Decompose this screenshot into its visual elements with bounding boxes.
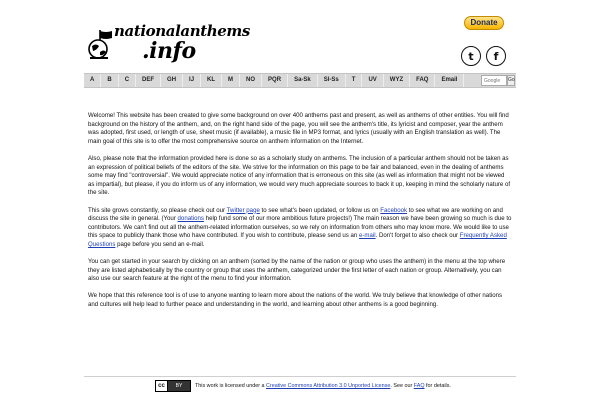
by-attribution-icon: BY bbox=[168, 381, 190, 391]
footer-divider bbox=[84, 376, 516, 377]
logo-text-top: nationalanthems bbox=[114, 22, 250, 40]
contribute-text: to see what's been updated, or follow us on bbox=[259, 206, 381, 214]
menu-item-b[interactable]: B bbox=[101, 74, 118, 87]
license-text: This work is licensed under a bbox=[195, 383, 267, 389]
contribute-text: . Don't forget to also check our bbox=[375, 232, 460, 240]
search-input[interactable] bbox=[481, 75, 507, 86]
logo-text-bottom: .info bbox=[142, 38, 196, 64]
contribute-paragraph bbox=[88, 207, 512, 250]
disclaimer-paragraph: Also, please note that the information provided here is done so as a scholarly study on anthems. The inclusion of a particular anthem should not be taken as an expression of political beliefs of the editors of the site. We strive for the information on this page to be fair and balanced, even in the dealing of anthems some may find "controversial". We would appreciate notice of any information that is erroneous on this site (as well as information that might not be viewed as impartial), but please, if you do inform us of any information, we would very much appreciate sources to back it up, keeping in mind the scholarly nature of the site. bbox=[88, 154, 511, 197]
menu-item-ij[interactable]: IJ bbox=[183, 74, 201, 87]
menu-item-kl[interactable]: KL bbox=[201, 74, 222, 87]
facebook-icon: f bbox=[493, 49, 499, 63]
email-link[interactable]: e-mail bbox=[359, 232, 376, 240]
footer bbox=[0, 376, 600, 400]
letter-menu-items bbox=[84, 74, 464, 87]
menu-item-sa-sk[interactable]: Sa-Sk bbox=[288, 74, 318, 87]
menu-item-no[interactable]: NO bbox=[240, 74, 262, 87]
contribute-text: This site grows constantly, so please check out our bbox=[88, 206, 227, 214]
license-notice bbox=[195, 383, 451, 389]
faq-link[interactable]: Frequently Asked Questions bbox=[88, 232, 507, 248]
menu-item-def[interactable]: DEF bbox=[136, 74, 161, 87]
cc-icon: cc bbox=[156, 381, 168, 391]
menu-item-c[interactable]: C bbox=[119, 74, 136, 87]
contribute-text: page before you send an e-mail. bbox=[115, 240, 205, 248]
menu-item-pqr[interactable]: PQR bbox=[262, 74, 288, 87]
globe-flag-icon bbox=[86, 30, 114, 60]
site-logo[interactable] bbox=[84, 14, 250, 70]
menu-item-m[interactable]: M bbox=[222, 74, 240, 87]
menu-item-faq[interactable]: FAQ bbox=[410, 74, 435, 87]
menu-item-a[interactable]: A bbox=[84, 74, 101, 87]
license-link[interactable]: Creative Commons Attribution 3.0 Unported License bbox=[266, 383, 391, 389]
facebook-button[interactable] bbox=[486, 46, 506, 66]
menu-item-email[interactable]: Email bbox=[435, 74, 464, 87]
header bbox=[0, 0, 600, 72]
twitter-icon: t bbox=[468, 49, 474, 63]
contribute-text: help fund some of our more ambitious future projects!) The main reason we have been growing so much is due to contributors. We can't find out all the anthem-related information ourselves, so we rely on information from others who may know more. We would like to use this space to publicly thank those who have contributed. If you wish to contribute, please send us an bbox=[88, 215, 512, 240]
contribute-text: to see what we are working on and discuss the site in general. (Your bbox=[88, 206, 503, 223]
search-button[interactable]: Go bbox=[507, 75, 515, 86]
menu-item-uv[interactable]: UV bbox=[362, 74, 383, 87]
letter-menu bbox=[84, 73, 516, 88]
license-text: for details. bbox=[424, 383, 451, 389]
getting-started-paragraph: You can get started in your search by clicking on an anthem (sorted by the name of the nation or group who uses the anthem) in the menu at the top where they are listed alphabetically by the country or group that uses the anthem, categorized under the first letter of each nation or group. Alternatively, you can also use our search feature at the right of the menu to find your information. bbox=[88, 258, 506, 283]
facebook-link[interactable]: Facebook bbox=[380, 206, 408, 214]
twitter-page-link[interactable]: Twitter page bbox=[226, 206, 260, 214]
menu-item-wyz[interactable]: WYZ bbox=[384, 74, 410, 87]
menu-item-gh[interactable]: GH bbox=[161, 74, 183, 87]
menu-item-t[interactable]: T bbox=[346, 74, 363, 87]
creative-commons-badge[interactable] bbox=[155, 380, 191, 392]
welcome-paragraph: Welcome! This website has been created to give some background on over 400 anthems past and present, as well as anthems of other entities. You will find background on the history of the anthem, and, on the right hand side of the page, you will see the anthem's title, its lyricist and composer, year the anthem was adopted, first used, or length of use, sheet music (if available), a music file in MP3 format, and lyrics (usually with an English translation as well). The main goal of this site is to offer the most comprehensive source on anthem information on the Internet. bbox=[88, 112, 509, 145]
license-text: . See our bbox=[390, 383, 414, 389]
menu-item-sl-ss[interactable]: Sl-Ss bbox=[318, 74, 346, 87]
main-content bbox=[88, 112, 512, 318]
donate-button[interactable]: Donate bbox=[464, 16, 504, 30]
footer-faq-link[interactable]: FAQ bbox=[413, 383, 425, 389]
donations-link[interactable]: donations bbox=[177, 215, 204, 223]
closing-paragraph: We hope that this reference tool is of use to anyone wanting to learn more about the nations of the world. We truly believe that knowledge of other nations and cultures will help lead to further peace and understanding in the world, and learning about other anthems is a good beginning. bbox=[88, 292, 503, 309]
twitter-button[interactable] bbox=[461, 46, 481, 66]
